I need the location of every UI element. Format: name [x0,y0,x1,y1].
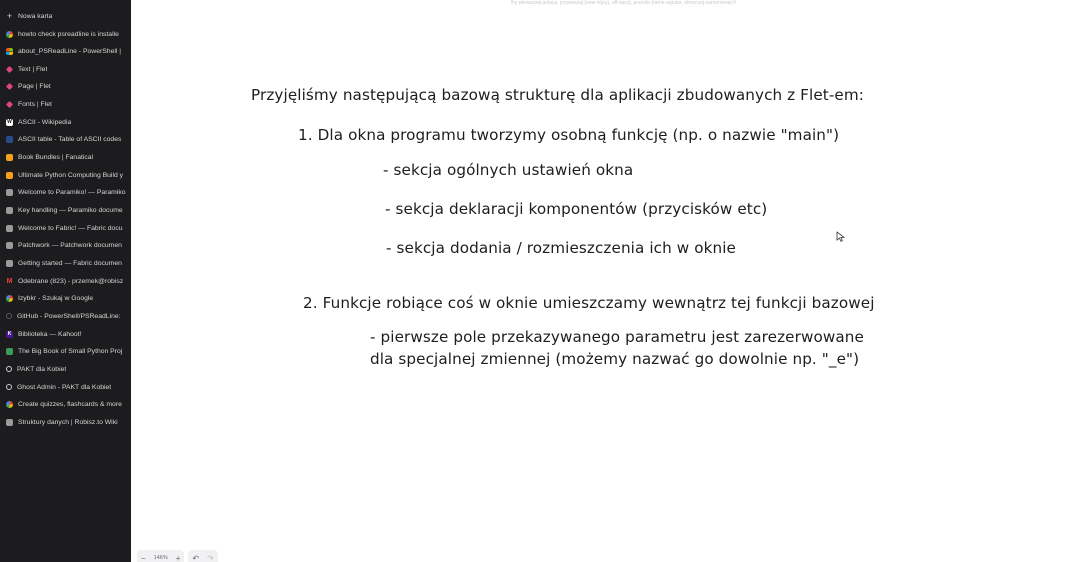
microsoft-icon [6,48,13,55]
tab-item[interactable] [0,220,131,237]
tab-item[interactable] [0,343,131,360]
faded-header-text: lhy pterwszeji polaca, przywiszaj (eow-stytu), off-sprcji, poorzle-(mrne-agnata, stmscuoj-zamorzenej-fi [511,0,736,6]
doc-icon [6,207,13,214]
subpoint-parameter-line-1: - pierwsze pole przekazywanego parametru jest zarezerwowane [370,328,864,346]
tab-label: Page | Flet [18,83,51,91]
tab-item[interactable] [0,61,131,78]
tab-item[interactable] [0,167,131,184]
tab-label: Fonts | Flet [18,101,52,109]
zoom-in-button[interactable]: + [175,553,181,562]
redo-button[interactable]: ↷ [207,553,214,562]
new-tab-label: Nowa karta [18,13,53,20]
tab-item[interactable] [0,396,131,413]
tab-item[interactable] [0,273,131,290]
history-controls [188,550,217,562]
point-2-line: 2. Funkcje robiące coś w oknie umieszczamy wewnątrz tej funkcji bazowej [303,294,875,312]
tab-item[interactable] [0,290,131,307]
ghost-icon [6,366,12,372]
tab-label: Welcome to Paramiko! — Paramiko [18,189,126,197]
tab-item[interactable] [0,26,131,43]
fanatical-icon [6,172,13,179]
tab-item[interactable] [0,184,131,201]
whiteboard-canvas[interactable] [131,0,1068,562]
ascii-table-icon [6,136,13,143]
doc-icon [6,225,13,232]
tab-label: about_PSReadLine - PowerShell | [18,48,122,56]
tab-item[interactable] [0,379,131,396]
heading-line: Przyjęliśmy następującą bazową strukturę dla aplikacji zbudowanych z Flet-em: [251,86,864,104]
tab-label: Struktury danych | Robisz.to Wiki [18,418,118,426]
tab-label: The Big Book of Small Python Proj [18,348,123,356]
google-icon [6,31,13,38]
tab-label: howto check psreadline is installe [18,30,119,38]
doc-icon [6,419,13,426]
tab-label: Biblioteka — Kahoot! [18,330,82,338]
tab-item[interactable] [0,361,131,378]
zoom-level[interactable]: 146% [153,555,168,561]
subpoint-window-settings: - sekcja ogólnych ustawień okna [383,161,634,179]
flet-icon [6,83,13,90]
tab-item[interactable] [0,96,131,113]
tab-label: Patchwork — Patchwork documen [18,242,122,250]
tab-label: PAKT dla Kobiet [17,365,67,373]
tab-label: Welcome to Fabric! — Fabric docu [18,224,123,232]
doc-icon [6,189,13,196]
tab-label: Izybkr - Szukaj w Google [18,295,94,303]
tab-label: ASCII table - Table of ASCII codes [18,136,122,144]
ghost-icon [6,384,12,390]
subpoint-parameter-line-2: dla specjalnej zmiennej (możemy nazwać go dowolnie np. "_e") [370,350,860,368]
tab-label: GitHub - PowerShell/PSReadLine: [17,312,121,320]
tab-label: ASCII - Wikipedia [18,118,72,126]
mouse-pointer-icon [836,231,846,242]
tab-item[interactable] [0,202,131,219]
book-icon [6,348,13,355]
doc-icon [6,242,13,249]
undo-button[interactable]: ↶ [192,553,200,562]
tab-label: Book Bundles | Fanatical [18,154,94,162]
fanatical-icon [6,154,13,161]
doc-icon [6,260,13,267]
new-tab-button[interactable] [0,8,131,25]
plus-icon: + [6,11,13,21]
tab-label: Create quizzes, flashcards & more [18,401,122,409]
tab-item[interactable] [0,308,131,325]
google-icon [6,295,13,302]
vertical-tabs-sidebar [0,0,131,562]
zoom-out-button[interactable]: − [141,553,146,562]
subpoint-components: - sekcja deklaracji komponentów (przycisków etc) [385,200,768,218]
wikipedia-icon: W [7,118,12,125]
tab-item[interactable] [0,237,131,254]
flet-icon [6,66,13,73]
tab-item[interactable] [0,149,131,166]
kahoot-icon: K [7,330,12,337]
gmail-icon: M [6,277,13,285]
zoom-controls [137,550,184,562]
tab-item[interactable] [0,78,131,95]
github-icon [6,313,12,319]
tab-item[interactable] [0,414,131,431]
tab-label: Key handling — Paramiko docume [18,207,123,214]
tab-item[interactable] [0,255,131,272]
tab-label: Odebrane (823) - przemek@robisz [18,277,124,285]
canvas-toolbar [137,550,218,562]
tab-label: Ghost Admin - PAKT dla Kobiet [17,383,112,391]
flet-icon [6,101,13,108]
subpoint-layout: - sekcja dodania / rozmieszczenia ich w oknie [386,239,736,257]
tab-label: Text | Flet [18,65,48,73]
tab-label: Ultimate Python Computing Build y [18,171,124,179]
tab-item[interactable] [0,131,131,148]
tab-item[interactable] [0,326,131,343]
tab-label: Getting started — Fabric documen [18,259,122,267]
point-1-line: 1. Dla okna programu tworzymy osobną funkcję (np. o nazwie "main") [298,126,840,144]
tab-item[interactable] [0,114,131,131]
google-icon [6,401,13,408]
tab-item[interactable] [0,43,131,60]
